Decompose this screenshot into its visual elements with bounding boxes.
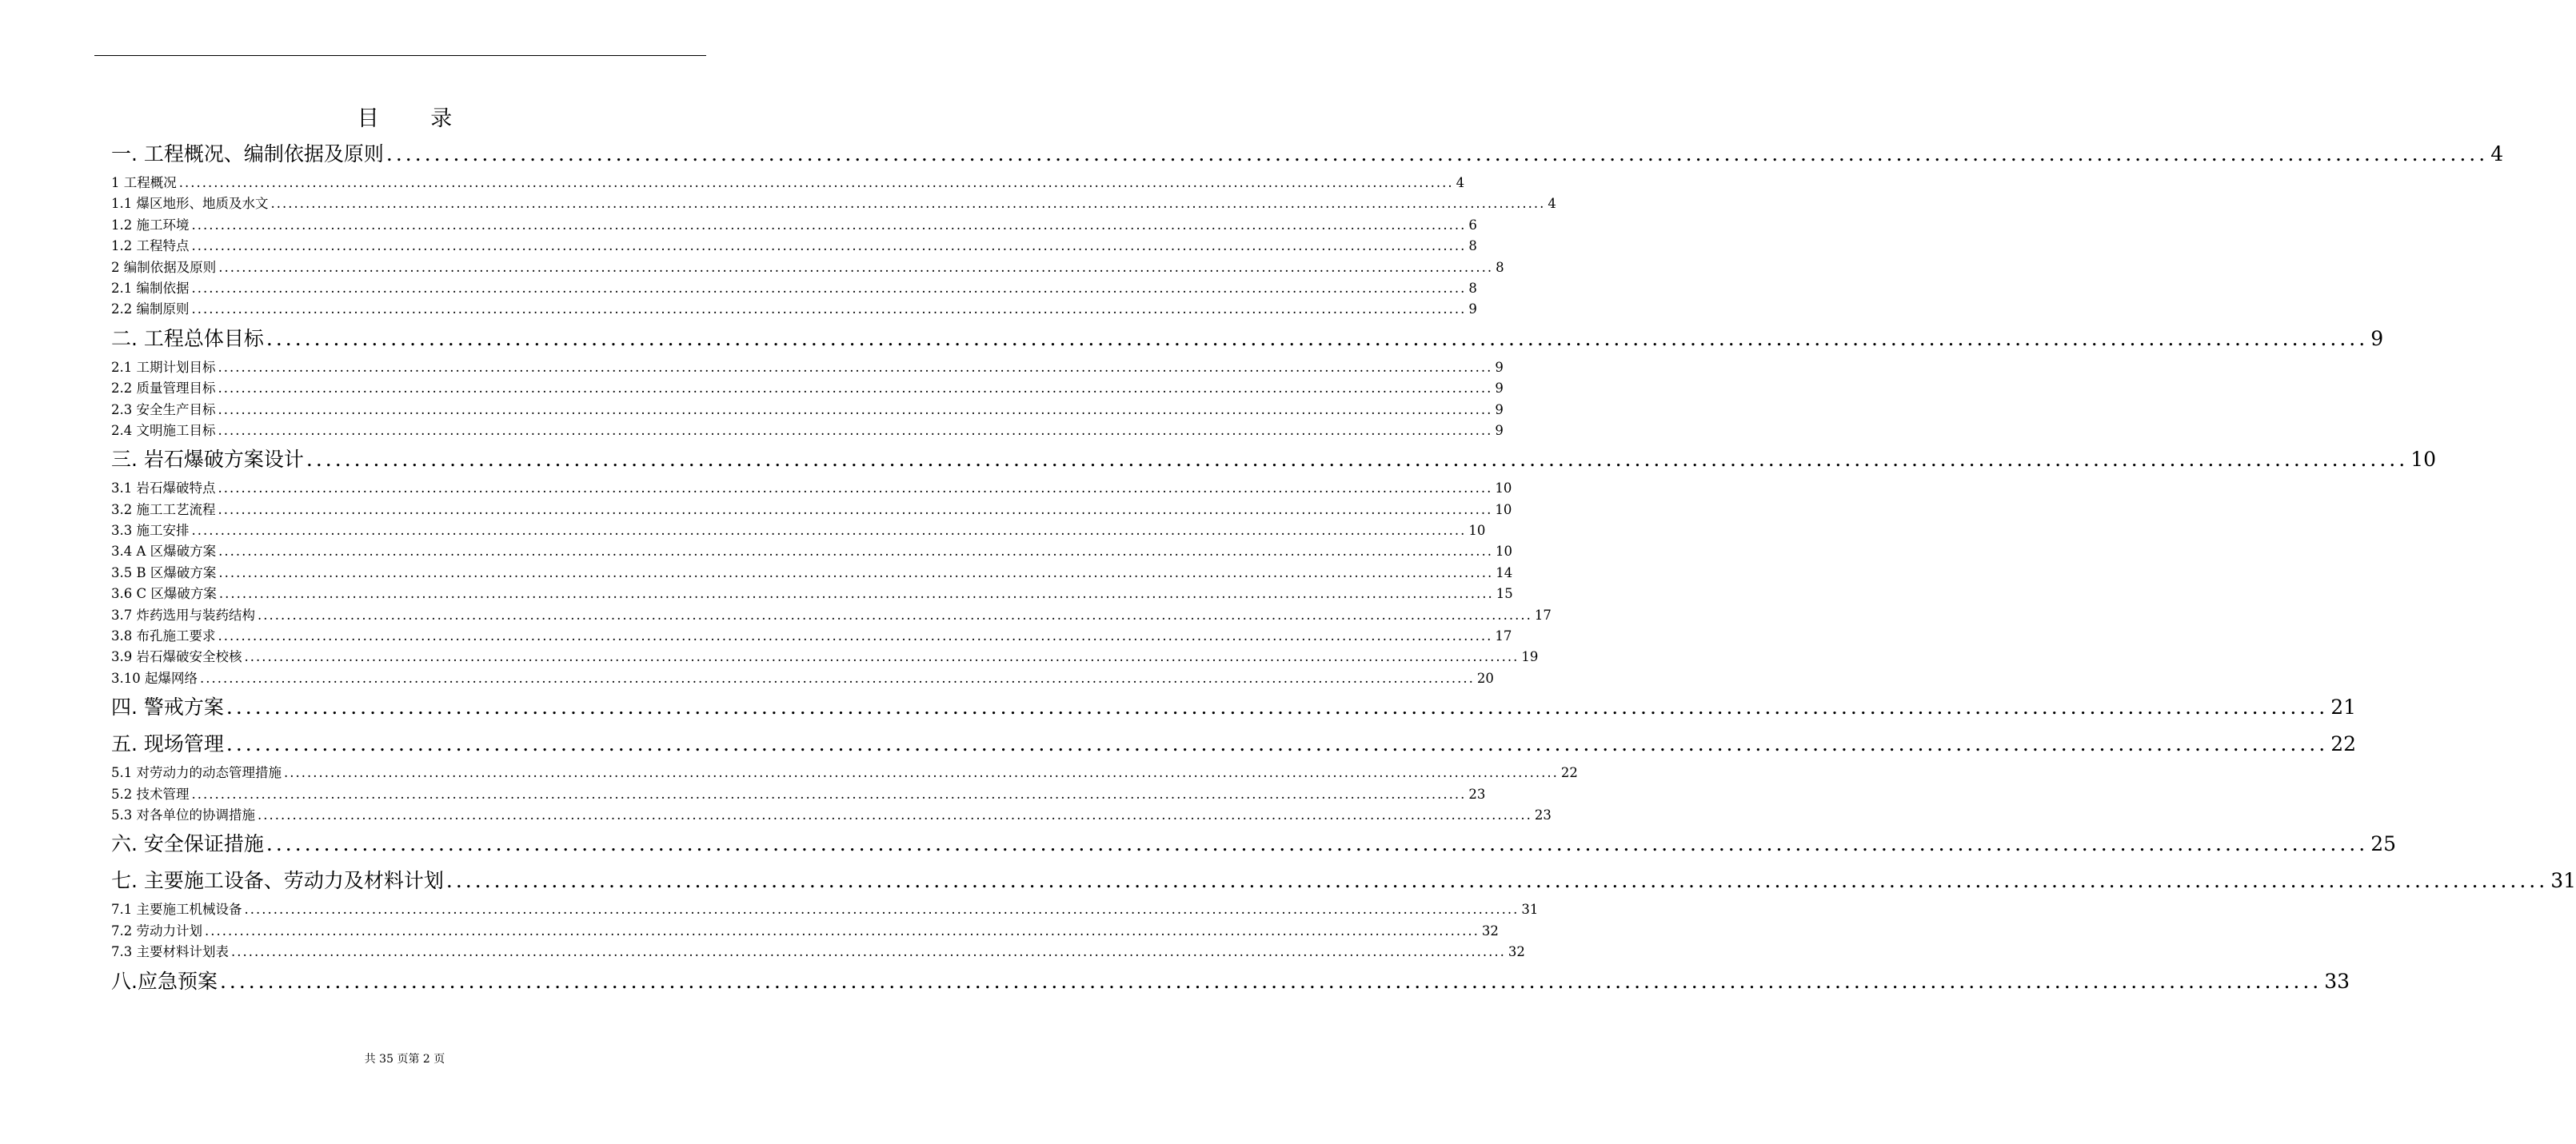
toc-entry-page: 17: [1534, 607, 1552, 623]
toc-entry-label: 2.1 工期计划目标: [111, 359, 216, 375]
toc-entry-page: 4: [1548, 196, 1556, 212]
toc-section-entry[interactable]: [111, 173, 1465, 193]
toc-chapter-entry[interactable]: [111, 863, 2576, 899]
toc-entry-page: 23: [1468, 786, 1486, 802]
toc-leader-dots: ............................................................................................................................................................................................................................: [218, 422, 1493, 438]
toc-entry-label: 1.1 爆区地形、地质及水文: [111, 196, 269, 212]
toc-entry-label: 3.4 A 区爆破方案: [111, 544, 217, 560]
toc-leader-dots: ............................................................................................................................................................................................................................: [199, 670, 1475, 686]
toc-entry-label: 三. 岩石爆破方案设计: [111, 448, 304, 472]
toc-entry-page: 17: [1495, 628, 1512, 644]
toc-section-entry[interactable]: [111, 421, 1504, 441]
toc-entry-page: 23: [1534, 807, 1552, 823]
toc-entry-page: 25: [2370, 832, 2397, 856]
toc-chapter-entry[interactable]: [111, 321, 2384, 357]
toc-entry-page: 4: [1456, 175, 1465, 190]
toc-entry-page: 22: [2330, 732, 2357, 756]
toc-entry-label: 3.2 施工工艺流程: [111, 501, 216, 517]
toc-leader-dots: ............................................................................................................................................................................................................................: [270, 196, 1546, 212]
toc-entry-label: 3.1 岩石爆破特点: [111, 480, 216, 496]
toc-leader-dots: ............................................................................................................................................................................................................................: [191, 523, 1467, 539]
toc-leader-dots: ............................................................................................................................................................................................................................: [191, 280, 1467, 296]
toc-entry-label: 1.2 施工环境: [111, 217, 190, 233]
toc-leader-dots: ............................................................................................................................................................................................................................: [218, 586, 1494, 602]
toc-section-entry[interactable]: [111, 357, 1504, 378]
toc-section-entry[interactable]: [111, 541, 1513, 562]
toc-entry-page: 20: [1476, 670, 1494, 686]
toc-chapter-entry[interactable]: [111, 441, 2437, 478]
toc-entry-label: 一. 工程概况、编制依据及原则: [111, 142, 384, 165]
toc-section-entry[interactable]: [111, 605, 1552, 626]
toc-entry-label: 3.7 炸药选用与装药结构: [111, 607, 255, 623]
toc-chapter-entry[interactable]: [111, 136, 2504, 173]
toc-leader-dots: ............................................................................................................................................................................................................................: [266, 326, 2369, 350]
header-rule: [94, 55, 706, 56]
toc-entry-page: 32: [1508, 944, 1525, 960]
toc-entry-page: 9: [1468, 301, 1477, 317]
toc-leader-dots: ............................................................................................................................................................................................................................: [231, 944, 1506, 960]
toc-entry-page: 10: [1468, 523, 1486, 539]
toc-leader-dots: ............................................................................................................................................................................................................................: [218, 628, 1493, 644]
toc-entry-page: 4: [2490, 142, 2504, 165]
toc-leader-dots: ............................................................................................................................................................................................................................: [219, 969, 2322, 993]
toc-entry-page: 14: [1496, 564, 1513, 580]
toc-chapter-entry[interactable]: [111, 826, 2397, 863]
toc-entry-label: 7.3 主要材料计划表: [111, 944, 229, 960]
toc-entry-label: 5.2 技术管理: [111, 786, 190, 802]
toc-leader-dots: ............................................................................................................................................................................................................................: [226, 696, 2329, 719]
toc-leader-dots: ............................................................................................................................................................................................................................: [218, 544, 1494, 560]
toc-entry-page: 8: [1468, 238, 1477, 254]
toc-leader-dots: ............................................................................................................................................................................................................................: [258, 807, 1532, 823]
toc-entry-page: 10: [1495, 480, 1512, 496]
toc-entry-label: 5.1 对劳动力的动态管理措施: [111, 765, 282, 781]
toc-entry-label: 八.应急预案: [111, 969, 218, 993]
toc-entry-page: 9: [1495, 401, 1504, 417]
toc-leader-dots: ............................................................................................................................................................................................................................: [244, 649, 1520, 665]
toc-entry-page: 8: [1496, 259, 1504, 275]
toc-leader-dots: ............................................................................................................................................................................................................................: [258, 607, 1532, 623]
toc-section-entry[interactable]: [111, 563, 1513, 584]
toc-entry-label: 二. 工程总体目标: [111, 326, 264, 350]
toc-entry-label: 3.6 C 区爆破方案: [111, 586, 217, 602]
toc-entry-label: 2 编制依据及原则: [111, 259, 217, 275]
toc-entry-label: 2.2 编制原则: [111, 301, 190, 317]
toc-leader-dots: ............................................................................................................................................................................................................................: [306, 448, 2409, 472]
toc-entry-page: 15: [1496, 586, 1513, 602]
toc-entry-page: 32: [1481, 923, 1499, 939]
toc-entry-page: 10: [1495, 501, 1512, 517]
toc-leader-dots: ............................................................................................................................................................................................................................: [191, 217, 1467, 233]
toc-chapter-entry[interactable]: [111, 726, 2357, 763]
toc-entry-label: 七. 主要施工设备、劳动力及材料计划: [111, 869, 444, 893]
toc-entry-label: 3.9 岩石爆破安全校核: [111, 649, 242, 665]
toc-leader-dots: ............................................................................................................................................................................................................................: [191, 301, 1467, 317]
page-footer: 共 35 页第 2 页: [364, 1053, 445, 1066]
toc-section-entry[interactable]: [111, 805, 1552, 826]
toc-entry-label: 3.3 施工安排: [111, 523, 190, 539]
toc-leader-dots: ............................................................................................................................................................................................................................: [205, 923, 1480, 939]
table-of-contents: [111, 136, 2576, 1000]
toc-entry-label: 四. 警戒方案: [111, 696, 224, 719]
toc-entry-page: 9: [1495, 359, 1504, 375]
toc-leader-dots: ............................................................................................................................................................................................................................: [218, 381, 1493, 397]
toc-section-entry[interactable]: [111, 942, 1525, 963]
toc-entry-label: 2.2 质量管理目标: [111, 381, 216, 397]
toc-entry-label: 7.1 主要施工机械设备: [111, 902, 242, 918]
toc-entry-label: 五. 现场管理: [111, 732, 224, 756]
toc-entry-label: 5.3 对各单位的协调措施: [111, 807, 255, 823]
toc-leader-dots: ............................................................................................................................................................................................................................: [244, 902, 1520, 918]
toc-section-entry[interactable]: [111, 899, 1539, 920]
toc-section-entry[interactable]: [111, 763, 1578, 783]
toc-entry-label: 2.4 文明施工目标: [111, 422, 216, 438]
toc-entry-page: 10: [1496, 544, 1513, 560]
toc-leader-dots: ............................................................................................................................................................................................................................: [218, 359, 1493, 375]
toc-entry-label: 2.1 编制依据: [111, 280, 190, 296]
toc-leader-dots: ............................................................................................................................................................................................................................: [191, 786, 1467, 802]
toc-entry-label: 3.8 布孔施工要求: [111, 628, 216, 644]
toc-entry-label: 7.2 劳动力计划: [111, 923, 202, 939]
toc-leader-dots: ............................................................................................................................................................................................................................: [445, 869, 2549, 893]
toc-entry-label: 1.2 工程特点: [111, 238, 190, 254]
toc-section-entry[interactable]: [111, 784, 1486, 805]
toc-leader-dots: ............................................................................................................................................................................................................................: [191, 238, 1467, 254]
toc-entry-page: 9: [1495, 422, 1504, 438]
toc-section-entry[interactable]: [111, 520, 1486, 541]
toc-section-entry[interactable]: [111, 278, 1477, 299]
toc-section-entry[interactable]: [111, 215, 1477, 236]
toc-entry-label: 六. 安全保证措施: [111, 832, 264, 856]
toc-entry-label: 1 工程概况: [111, 175, 177, 190]
toc-title: 目 录: [357, 106, 475, 131]
toc-entry-page: 21: [2330, 696, 2357, 719]
toc-section-entry[interactable]: [111, 378, 1504, 399]
toc-section-entry[interactable]: [111, 584, 1513, 604]
toc-entry-label: 3.5 B 区爆破方案: [111, 564, 217, 580]
toc-leader-dots: ............................................................................................................................................................................................................................: [218, 480, 1493, 496]
toc-entry-page: 9: [1495, 381, 1504, 397]
toc-chapter-entry[interactable]: [111, 689, 2357, 726]
toc-entry-page: 9: [2370, 326, 2384, 350]
toc-section-entry[interactable]: [111, 193, 1556, 214]
toc-entry-page: 31: [2550, 869, 2576, 893]
toc-leader-dots: ............................................................................................................................................................................................................................: [226, 732, 2329, 756]
toc-entry-page: 10: [2410, 448, 2437, 472]
toc-entry-page: 6: [1468, 217, 1477, 233]
toc-section-entry[interactable]: [111, 236, 1477, 257]
toc-entry-page: 8: [1468, 280, 1477, 296]
toc-leader-dots: ............................................................................................................................................................................................................................: [178, 175, 1454, 190]
toc-entry-page: 19: [1521, 649, 1539, 665]
toc-section-entry[interactable]: [111, 400, 1504, 421]
toc-entry-label: 3.10 起爆网络: [111, 670, 198, 686]
toc-entry-page: 33: [2324, 969, 2350, 993]
toc-section-entry[interactable]: [111, 626, 1512, 647]
toc-leader-dots: ............................................................................................................................................................................................................................: [218, 401, 1493, 417]
toc-leader-dots: ............................................................................................................................................................................................................................: [218, 564, 1494, 580]
toc-leader-dots: ............................................................................................................................................................................................................................: [218, 259, 1494, 275]
toc-chapter-entry[interactable]: [111, 963, 2350, 1000]
toc-leader-dots: ............................................................................................................................................................................................................................: [266, 832, 2369, 856]
toc-leader-dots: ............................................................................................................................................................................................................................: [284, 765, 1559, 781]
toc-leader-dots: ............................................................................................................................................................................................................................: [385, 142, 2489, 165]
toc-entry-page: 22: [1560, 765, 1578, 781]
toc-section-entry[interactable]: [111, 299, 1477, 320]
toc-section-entry[interactable]: [111, 500, 1512, 520]
toc-section-entry[interactable]: [111, 257, 1504, 278]
toc-entry-label: 2.3 安全生产目标: [111, 401, 216, 417]
toc-section-entry[interactable]: [111, 478, 1512, 499]
toc-section-entry[interactable]: [111, 921, 1499, 942]
toc-section-entry[interactable]: [111, 647, 1539, 668]
toc-entry-page: 31: [1521, 902, 1539, 918]
toc-section-entry[interactable]: [111, 668, 1494, 689]
toc-leader-dots: ............................................................................................................................................................................................................................: [218, 501, 1493, 517]
